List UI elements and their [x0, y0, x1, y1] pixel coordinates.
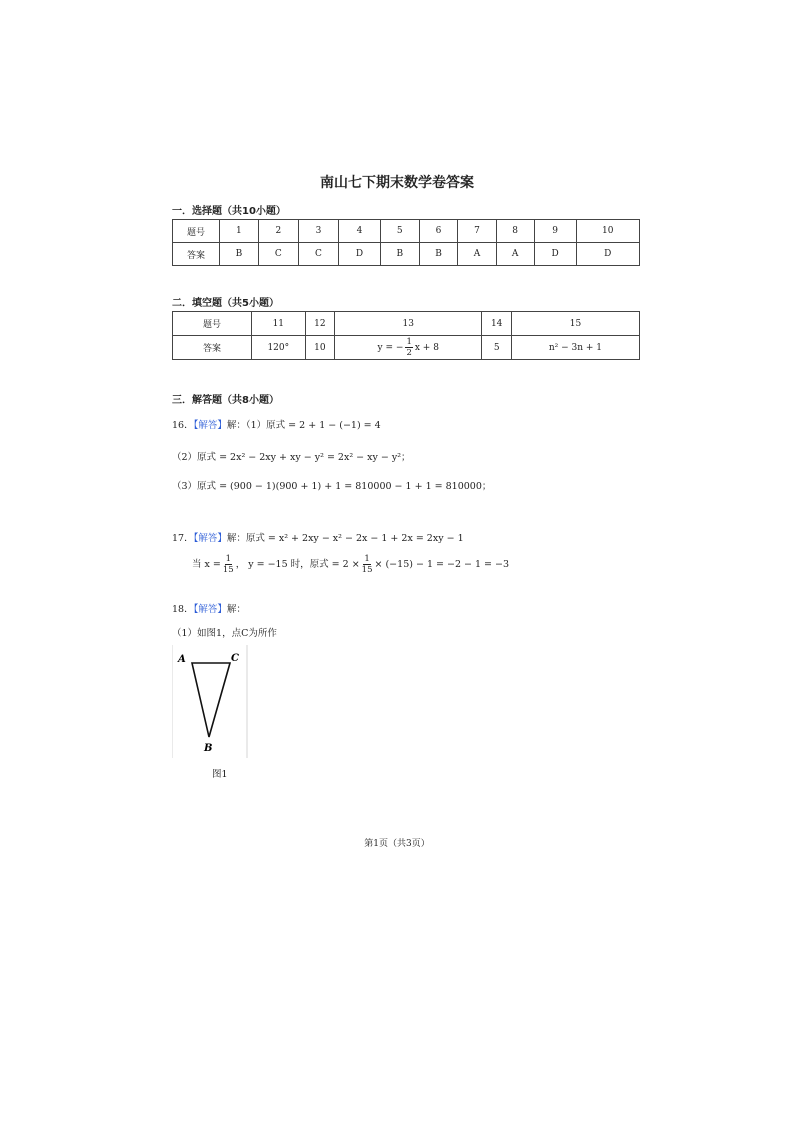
question-number: 18．: [172, 604, 194, 615]
q18-line2: （1）如图1，点C为所作: [172, 628, 277, 639]
answer-cell: n² − 3n + 1: [511, 336, 639, 360]
answer-cell: B: [380, 243, 419, 266]
q17-line2: [192, 554, 509, 575]
triangle-figure: [172, 645, 248, 758]
fraction-numerator: 1: [406, 337, 412, 347]
answer-cell: C: [258, 243, 298, 266]
q16-line3: （3）原式 = (900 − 1)(900 + 1) + 1 = 810000 − 1 + 1 = 810000；: [172, 481, 492, 492]
table-row: [173, 220, 640, 243]
page-footer: 第1页（共3页）: [364, 839, 430, 849]
fraction: [405, 337, 412, 358]
fraction-numerator: 1: [364, 554, 370, 564]
question-number-cell: 6: [419, 220, 458, 243]
answer-cell: 5: [482, 336, 511, 360]
row-label: 题号: [173, 220, 220, 243]
question-number-cell: 2: [258, 220, 298, 243]
question-number-cell: 9: [534, 220, 576, 243]
fraction-denominator: 15: [222, 565, 234, 575]
question-number-cell: 12: [305, 312, 334, 336]
answer-tag: 【解答】: [193, 533, 227, 544]
question-number-cell: 4: [339, 220, 381, 243]
fill-answer-table: [172, 311, 640, 360]
question-number-cell: 15: [511, 312, 639, 336]
question-number-cell: 13: [335, 312, 482, 336]
row-label: 题号: [173, 312, 252, 336]
question-number-cell: 1: [220, 220, 259, 243]
answer-cell: 120°: [252, 336, 306, 360]
q17-text-b: ， y = −15 时，原式 = 2 ×: [235, 559, 360, 570]
answer-cell: D: [576, 243, 639, 266]
question-number-cell: 11: [252, 312, 306, 336]
q18-line1: [172, 601, 246, 615]
answer-tag: 【解答】: [193, 604, 227, 615]
fraction: [223, 554, 234, 575]
question-number-cell: 7: [458, 220, 496, 243]
vertex-label-b: B: [204, 743, 213, 754]
section2-heading: 二．填空题（共5小题）: [172, 298, 279, 309]
q13-suffix: x + 8: [414, 343, 439, 353]
question-number-cell: 3: [298, 220, 338, 243]
q17-line1: [172, 530, 464, 544]
vertex-label-a: A: [178, 654, 186, 665]
q18-text1: 解：: [226, 604, 246, 615]
question-number: 17．: [172, 533, 194, 544]
answer-cell: B: [419, 243, 458, 266]
fraction-numerator: 1: [225, 554, 231, 564]
table-row: [173, 336, 640, 360]
q17-text-a: 当 x =: [192, 559, 221, 570]
answer-tag: 【解答】: [193, 420, 227, 431]
q17-text-c: × (−15) − 1 = −2 − 1 = −3: [374, 559, 510, 570]
question-number-cell: 10: [576, 220, 639, 243]
triangle: [192, 663, 230, 737]
section1-heading: 一．选择题（共10小题）: [172, 206, 286, 217]
question-number-cell: 8: [496, 220, 534, 243]
answer-cell: D: [534, 243, 576, 266]
answer-cell: 10: [305, 336, 334, 360]
q16-text1: 解：（1）原式 = 2 + 1 − (−1) = 4: [226, 420, 381, 431]
row-label: 答案: [173, 336, 252, 360]
q16-line2: （2）原式 = 2x² − 2xy + xy − y² = 2x² − xy − y²；: [172, 452, 411, 463]
choice-answer-table: [172, 219, 640, 266]
question-number: 16．: [172, 420, 194, 431]
question-number-cell: 14: [482, 312, 511, 336]
fraction-denominator: 15: [361, 565, 373, 575]
figure-caption: 图1: [212, 769, 228, 780]
fraction: [362, 554, 373, 575]
answer-cell-q13: [335, 336, 482, 360]
document-title: 南山七下期末数学卷答案: [320, 175, 474, 191]
table-row: [173, 243, 640, 266]
answer-cell: C: [298, 243, 338, 266]
row-label: 答案: [173, 243, 220, 266]
vertex-label-c: C: [231, 653, 239, 664]
question-number-cell: 5: [380, 220, 419, 243]
q16-line1: [172, 417, 381, 431]
answer-cell: A: [458, 243, 496, 266]
section3-heading: 三．解答题（共8小题）: [172, 395, 279, 406]
fraction-denominator: 2: [406, 348, 412, 358]
table-row: [173, 312, 640, 336]
answer-cell: A: [496, 243, 534, 266]
answer-cell: B: [220, 243, 259, 266]
q17-text1: 解：原式 = x² + 2xy − x² − 2x − 1 + 2x = 2xy − 1: [226, 533, 464, 544]
answer-cell: D: [339, 243, 381, 266]
q13-prefix: y = −: [377, 343, 404, 353]
